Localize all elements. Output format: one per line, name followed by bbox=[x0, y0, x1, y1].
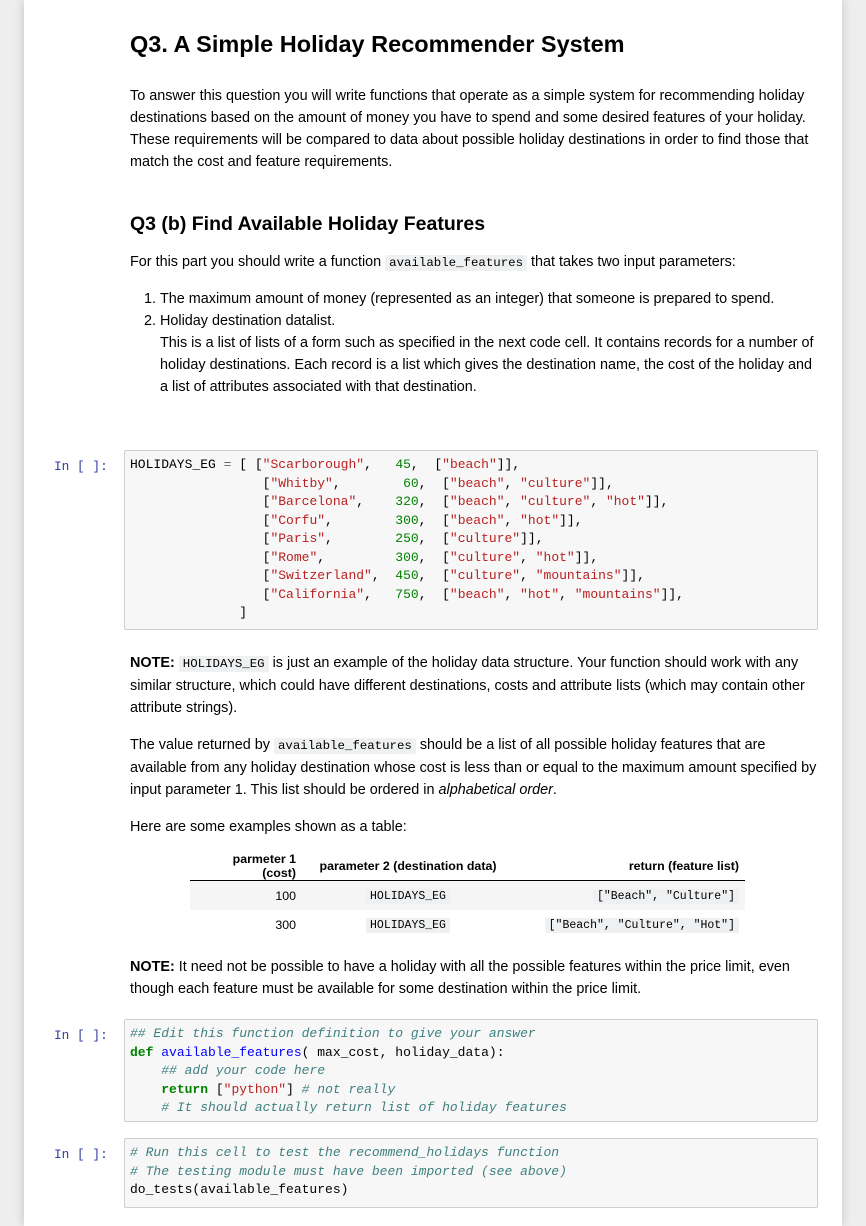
list-item-text: The maximum amount of money (represented as an integer) that someone is prepared to spend. bbox=[160, 291, 775, 307]
list-item-title: Holiday destination datalist. bbox=[160, 313, 336, 329]
table-cell: 100 bbox=[190, 881, 302, 911]
table-cell bbox=[514, 881, 745, 911]
code-comment: # It should actually return list of holiday features bbox=[161, 1100, 567, 1115]
cell-code: HOLIDAYS_EG bbox=[366, 918, 450, 933]
code-comment: # not really bbox=[301, 1081, 396, 1097]
section-heading: Q3 (b) Find Available Holiday Features bbox=[130, 213, 486, 235]
code-line: ["California", 750, ["beach", "hot", "mountains"]], bbox=[130, 586, 684, 602]
cell-prompt: In [ ]: bbox=[54, 459, 108, 474]
code-input[interactable] bbox=[125, 1020, 817, 1118]
note-text: It need not be possible to have a holiday with all the possible features within the price limit, even though each feature must be available for some destination within the price limit. bbox=[130, 959, 790, 997]
examples-table bbox=[190, 852, 745, 939]
code-line: ["Rome", 300, ["culture", "hot"]], bbox=[130, 549, 599, 565]
code-line: ["Paris", 250, ["culture"]], bbox=[130, 531, 544, 546]
table-cell: 300 bbox=[275, 917, 296, 932]
inline-code: HOLIDAYS_EG bbox=[179, 656, 269, 672]
inline-code: available_features bbox=[274, 738, 416, 754]
table-header-row bbox=[190, 852, 745, 881]
code-keyword: def bbox=[130, 1044, 154, 1060]
code-cell-holidays[interactable] bbox=[124, 450, 818, 630]
lead-text-end: that takes two input parameters: bbox=[527, 254, 736, 270]
code-line: ["Switzerland", 450, ["culture", "mountains"]], bbox=[130, 568, 645, 583]
table-header: return (feature list) bbox=[514, 852, 745, 881]
table-header: parmeter 1 (cost) bbox=[190, 852, 302, 881]
note-text: is just an example of the holiday data structure. Your function should work with any similar structure, which could have different destinations, costs and attribute lists (which may contain other attribute strings). bbox=[130, 655, 805, 716]
returned-paragraph bbox=[130, 734, 820, 801]
intro-paragraph bbox=[130, 85, 820, 173]
code-variable: HOLIDAYS_EG bbox=[130, 457, 216, 472]
code-call: do_tests(available_features) bbox=[130, 1182, 349, 1197]
list-item bbox=[160, 310, 820, 398]
code-function-name: available_features bbox=[161, 1044, 302, 1060]
code-comment: # The testing module must have been imported (see above) bbox=[130, 1163, 567, 1179]
note2-paragraph bbox=[130, 956, 820, 1000]
cell-prompt: In [ ]: bbox=[54, 1147, 108, 1162]
section-lead bbox=[130, 251, 820, 274]
code-punct: ] bbox=[286, 1081, 302, 1097]
code-cell-function[interactable] bbox=[124, 1019, 818, 1122]
table-cell bbox=[302, 910, 514, 939]
code-line: ["Barcelona", 320, ["beach", "culture", "hot"]], bbox=[130, 494, 669, 509]
code-input[interactable] bbox=[125, 451, 817, 623]
list-item-text: This is a list of lists of a form such as specified in the next code cell. It contains records for a number of holiday destinations. Each record is a list which gives the destination name, the cost of the holiday and a list of attributes associated with that destination. bbox=[160, 335, 814, 395]
code-comment: ## add your code here bbox=[161, 1063, 326, 1078]
cell-prompt: In [ ]: bbox=[54, 1028, 108, 1043]
emphasis: alphabetical order bbox=[438, 782, 553, 798]
code-params: ( max_cost, holiday_data): bbox=[301, 1044, 505, 1060]
code-punct: [ bbox=[208, 1081, 224, 1097]
code-comment: ## Edit this function definition to give your answer bbox=[130, 1026, 536, 1041]
returned-text-end: . bbox=[552, 782, 557, 798]
code-comment: # Run this cell to test the recommend_holidays function bbox=[130, 1145, 560, 1160]
list-item bbox=[160, 288, 820, 310]
table-header: parameter 2 (destination data) bbox=[302, 852, 514, 881]
code-line: ["Corfu", 300, ["beach", "hot"]], bbox=[130, 512, 583, 528]
examples-intro-text: Here are some examples shown as a table: bbox=[130, 819, 407, 835]
inline-code: available_features bbox=[385, 255, 527, 271]
cell-code: ["Beach", "Culture"] bbox=[593, 889, 739, 904]
examples-intro bbox=[130, 816, 820, 838]
cell-code: HOLIDAYS_EG bbox=[366, 889, 450, 904]
code-line: HOLIDAYS_EG = [ ["Scarborough", 45, ["beach"]], bbox=[130, 457, 521, 472]
table-row bbox=[190, 881, 745, 911]
returned-text: The value returned by bbox=[130, 737, 274, 753]
code-line: ] bbox=[130, 605, 248, 620]
parameter-list bbox=[130, 288, 820, 398]
note-paragraph bbox=[130, 652, 820, 719]
code-cell-tests[interactable] bbox=[124, 1138, 818, 1208]
code-string: "python" bbox=[223, 1081, 287, 1097]
cell-code: ["Beach", "Culture", "Hot"] bbox=[545, 918, 739, 933]
intro-text: To answer this question you will write functions that operate as a simple system for recommending holiday destinations based on the amount of money you have to spend and some desired features of your holiday. These requirements will be compared to data about possible holiday destinations in order to find those that match the cost and feature requirements. bbox=[130, 88, 809, 170]
code-keyword: return bbox=[161, 1081, 209, 1097]
returned-text-2: should be a list of all possible holiday features that are available from any holiday destination whose cost is less than or equal to the maximum amount specified by input parameter 1. This list should be ordered in bbox=[130, 737, 817, 798]
table-row bbox=[190, 910, 745, 939]
page-title: Q3. A Simple Holiday Recommender System bbox=[130, 31, 625, 57]
code-input[interactable] bbox=[125, 1139, 817, 1200]
table-cell bbox=[302, 881, 514, 911]
table-cell bbox=[514, 910, 745, 939]
note-label: NOTE: bbox=[130, 959, 175, 975]
code-line: ["Whitby", 60, ["beach", "culture"]], bbox=[130, 475, 614, 491]
lead-text: For this part you should write a function bbox=[130, 254, 386, 270]
note-label: NOTE: bbox=[130, 655, 175, 671]
notebook-page bbox=[24, 0, 842, 1226]
